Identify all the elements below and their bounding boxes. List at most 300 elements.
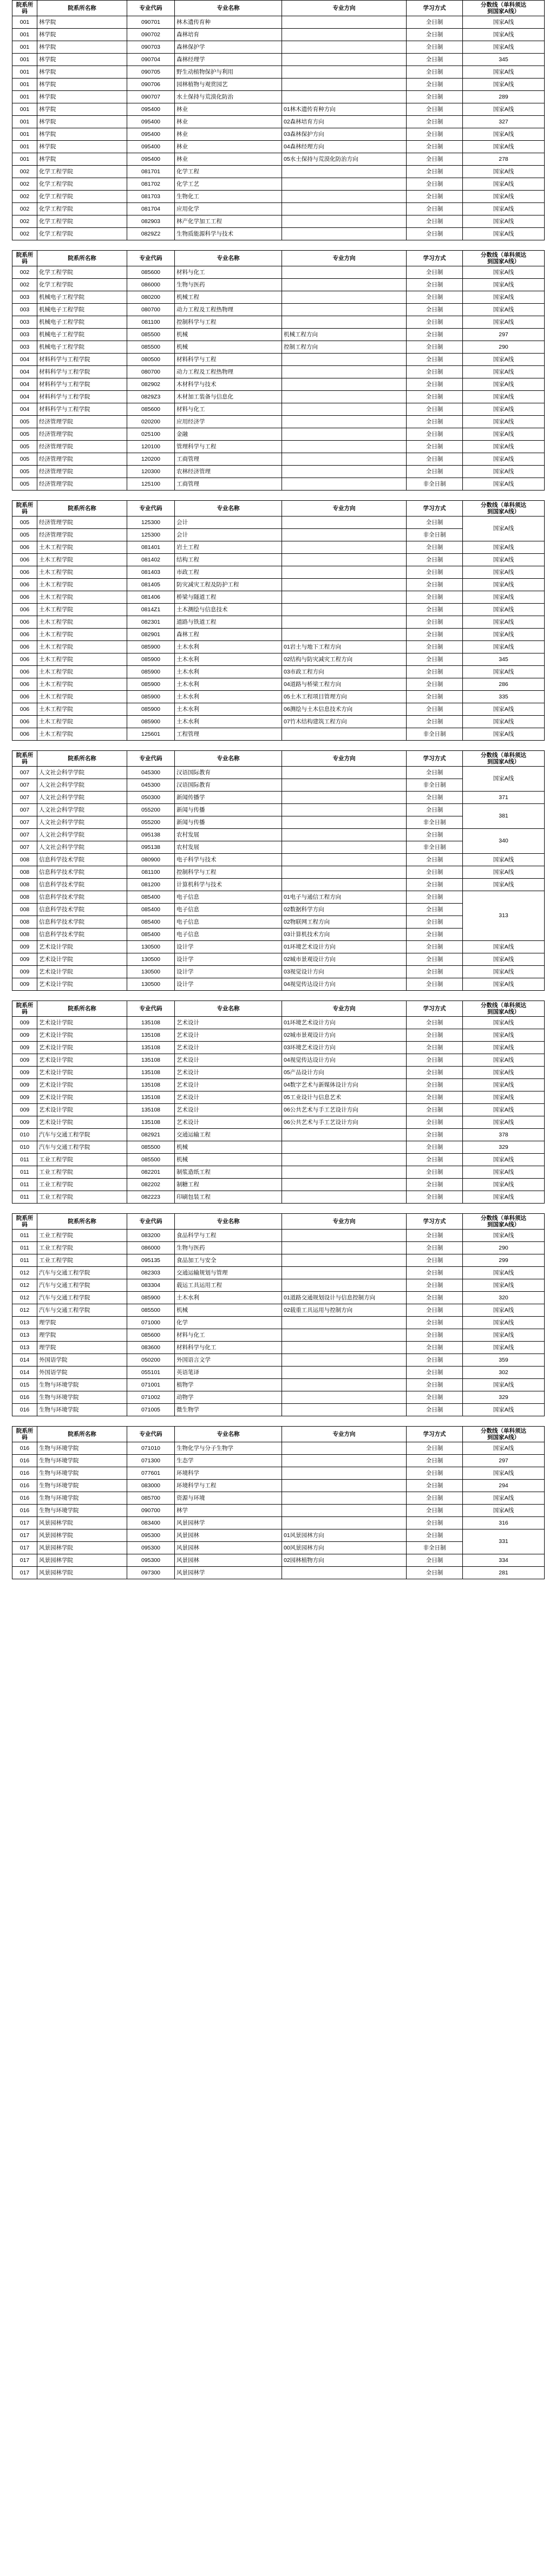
col-header-score-line2: 到国家A线）: [487, 759, 520, 765]
cell-major-name: 动力工程及工程热物理: [175, 304, 282, 316]
table-row: [12, 329, 545, 341]
cell-score-line: 国家A线: [463, 1179, 545, 1191]
cell-major-code: 082901: [127, 629, 175, 641]
cell-study-mode: 全日制: [407, 554, 463, 566]
cell-dept-name: 风景园林学院: [37, 1554, 127, 1567]
cell-major-code: 071001: [127, 1379, 175, 1391]
col-header-dept-code-line1: 院系所: [16, 1214, 34, 1221]
cell-major-name: 控制科学与工程: [175, 866, 282, 879]
cell-study-mode: 全日制: [407, 66, 463, 79]
cell-dept-name: 信息科学技术学院: [37, 854, 127, 866]
cell-major-name: 土木水利: [175, 666, 282, 678]
cell-dept-name: 生物与环境学院: [37, 1404, 127, 1416]
cell-dept-name: 经济管理学院: [37, 466, 127, 478]
cell-study-mode: 全日制: [407, 378, 463, 391]
cell-dept-code: 001: [12, 29, 37, 41]
cell-major-code: 082202: [127, 1179, 175, 1191]
cell-major-name: 土木水利: [175, 703, 282, 716]
table-row: [12, 153, 545, 166]
cell-score-line: 国家A线: [463, 1029, 545, 1042]
cell-score-line: 国家A线: [463, 1067, 545, 1079]
cell-study-mode: 全日制: [407, 1191, 463, 1204]
cell-major-name: 外国语言文学: [175, 1354, 282, 1367]
cell-major-direction: [282, 228, 407, 240]
cell-score-line: 345: [463, 653, 545, 666]
table-header: [12, 1427, 545, 1442]
cell-dept-name: 经济管理学院: [37, 478, 127, 491]
cell-major-name: 新闻与传播: [175, 816, 282, 829]
table-row: [12, 1116, 545, 1129]
cell-score-line: 国家A线: [463, 1279, 545, 1292]
cell-study-mode: 全日制: [407, 1116, 463, 1129]
table-row: [12, 304, 545, 316]
score-table-block-1: [12, 0, 544, 240]
table-row: [12, 378, 545, 391]
cell-study-mode: 全日制: [407, 1505, 463, 1517]
col-header-dept-code-line1: 院系所: [16, 751, 34, 759]
cell-score-line: 国家A线: [463, 616, 545, 629]
cell-dept-code: 005: [12, 478, 37, 491]
cell-score-line: 国家A线: [463, 566, 545, 579]
cell-dept-code: 017: [12, 1517, 37, 1529]
cell-major-code: 086000: [127, 279, 175, 291]
cell-dept-code: 001: [12, 116, 37, 128]
col-header-score-line1: 分数线（单科须达: [481, 1002, 526, 1009]
cell-dept-code: 008: [12, 904, 37, 916]
cell-score-line: 国家A线: [463, 641, 545, 653]
cell-score-line: 国家A线: [463, 191, 545, 203]
cell-study-mode: 全日制: [407, 1329, 463, 1342]
table-row: [12, 978, 545, 991]
cell-major-name: 食品科学与工程: [175, 1230, 282, 1242]
cell-major-direction: [282, 54, 407, 66]
cell-study-mode: 全日制: [407, 128, 463, 141]
cell-study-mode: 非全日制: [407, 841, 463, 854]
col-header-dept-name: 院系所名称: [37, 1214, 127, 1230]
cell-major-code: 055200: [127, 816, 175, 829]
cell-major-direction: [282, 541, 407, 554]
cell-dept-name: 材料科学与工程学院: [37, 391, 127, 403]
cell-major-code: 090702: [127, 29, 175, 41]
table-row: [12, 1067, 545, 1079]
col-header-score-line: [463, 751, 545, 767]
table-row: [12, 1129, 545, 1141]
cell-major-name: 艺术设计: [175, 1017, 282, 1029]
cell-score-line: 329: [463, 1391, 545, 1404]
cell-study-mode: 全日制: [407, 1304, 463, 1317]
cell-study-mode: 全日制: [407, 141, 463, 153]
col-header-dept-name: 院系所名称: [37, 1, 127, 16]
cell-major-code: 080700: [127, 366, 175, 378]
cell-major-name: 森林保护学: [175, 41, 282, 54]
cell-major-direction: [282, 1455, 407, 1467]
cell-dept-code: 004: [12, 354, 37, 366]
cell-dept-code: 006: [12, 629, 37, 641]
cell-dept-name: 机械电子工程学院: [37, 316, 127, 329]
col-header-dept-name: 院系所名称: [37, 1001, 127, 1017]
cell-dept-name: 化学工程学院: [37, 215, 127, 228]
cell-major-name: 土木水利: [175, 653, 282, 666]
cell-major-direction: 机械工程方向: [282, 329, 407, 341]
cell-major-name: 农村发展: [175, 841, 282, 854]
score-table: [12, 1001, 545, 1204]
table-row: [12, 203, 545, 215]
cell-major-code: 135108: [127, 1042, 175, 1054]
cell-major-code: 085900: [127, 691, 175, 703]
score-table-block-5: [12, 1001, 544, 1204]
table-row: [12, 629, 545, 641]
col-header-score-line2: 到国家A线）: [487, 258, 520, 265]
table-body: [12, 1230, 545, 1416]
cell-dept-name: 信息科学技术学院: [37, 879, 127, 891]
cell-major-name: 市政工程: [175, 566, 282, 579]
cell-dept-code: 005: [12, 529, 37, 541]
cell-dept-name: 理学院: [37, 1342, 127, 1354]
cell-major-direction: [282, 854, 407, 866]
col-header-score-line1: 分数线（单科须达: [481, 751, 526, 759]
cell-major-direction: [282, 1141, 407, 1154]
cell-dept-code: 014: [12, 1354, 37, 1367]
col-header-study-mode: 学习方式: [407, 1427, 463, 1442]
cell-study-mode: 全日制: [407, 904, 463, 916]
table-body: [12, 266, 545, 491]
cell-study-mode: 全日制: [407, 591, 463, 604]
cell-dept-name: 林学院: [37, 54, 127, 66]
cell-major-code: 090706: [127, 79, 175, 91]
cell-major-name: 林木遗传育种: [175, 16, 282, 29]
cell-major-code: 082921: [127, 1129, 175, 1141]
cell-major-name: 设计学: [175, 953, 282, 966]
cell-major-direction: 01环境艺术设计方向: [282, 941, 407, 953]
cell-study-mode: 全日制: [407, 403, 463, 416]
table-row: [12, 1242, 545, 1254]
cell-study-mode: 全日制: [407, 1242, 463, 1254]
table-row: [12, 1179, 545, 1191]
score-table: [12, 0, 545, 240]
cell-major-name: 森林经理学: [175, 54, 282, 66]
table-row: [12, 516, 545, 529]
cell-major-direction: [282, 1242, 407, 1254]
cell-dept-name: 土木工程学院: [37, 554, 127, 566]
cell-major-code: 125601: [127, 728, 175, 741]
cell-major-direction: [282, 16, 407, 29]
cell-major-name: 风景园林: [175, 1542, 282, 1554]
col-header-dept-code-line1: 院系所: [16, 251, 34, 258]
cell-dept-name: 外国语学院: [37, 1367, 127, 1379]
cell-study-mode: 全日制: [407, 1067, 463, 1079]
col-header-score-line1: 分数线（单科须达: [481, 1214, 526, 1221]
cell-major-direction: 01林木遗传育种方向: [282, 103, 407, 116]
cell-major-name: 桥梁与隧道工程: [175, 591, 282, 604]
col-header-major-direction: 专业方向: [282, 1, 407, 16]
cell-major-name: 化学: [175, 1317, 282, 1329]
cell-study-mode: 全日制: [407, 879, 463, 891]
cell-score-line: 国家A线: [463, 1104, 545, 1116]
cell-major-code: 135108: [127, 1079, 175, 1091]
table-row: [12, 678, 545, 691]
score-table: [12, 1426, 545, 1579]
col-header-study-mode: 学习方式: [407, 1001, 463, 1017]
col-header-major-direction: 专业方向: [282, 251, 407, 266]
cell-study-mode: 全日制: [407, 1529, 463, 1542]
cell-major-code: 085900: [127, 666, 175, 678]
table-row: [12, 703, 545, 716]
cell-score-line: 国家A线: [463, 478, 545, 491]
cell-dept-code: 006: [12, 703, 37, 716]
cell-study-mode: 全日制: [407, 166, 463, 178]
cell-study-mode: 全日制: [407, 666, 463, 678]
col-header-major-name: 专业名称: [175, 501, 282, 516]
cell-dept-name: 经济管理学院: [37, 428, 127, 441]
cell-score-line: 290: [463, 341, 545, 354]
cell-study-mode: 全日制: [407, 291, 463, 304]
cell-dept-name: 机械电子工程学院: [37, 304, 127, 316]
table-header: [12, 1214, 545, 1230]
cell-study-mode: 全日制: [407, 767, 463, 779]
table-row: [12, 1254, 545, 1267]
cell-study-mode: 全日制: [407, 1292, 463, 1304]
cell-major-name: 电子科学与技术: [175, 854, 282, 866]
cell-dept-name: 化学工程学院: [37, 203, 127, 215]
cell-score-line: 国家A线: [463, 428, 545, 441]
cell-major-name: 风景园林学: [175, 1567, 282, 1579]
cell-dept-name: 人文社会科学学院: [37, 804, 127, 816]
cell-dept-name: 生物与环境学院: [37, 1505, 127, 1517]
cell-score-line: 378: [463, 1129, 545, 1141]
cell-dept-name: 化学工程学院: [37, 228, 127, 240]
cell-major-code: 085600: [127, 1329, 175, 1342]
cell-dept-code: 007: [12, 816, 37, 829]
table-header: [12, 1, 545, 16]
cell-major-name: 新闻传播学: [175, 792, 282, 804]
sections-root: [12, 0, 544, 1579]
cell-study-mode: 全日制: [407, 41, 463, 54]
cell-dept-name: 土木工程学院: [37, 541, 127, 554]
cell-dept-name: 材料科学与工程学院: [37, 378, 127, 391]
cell-major-code: 085400: [127, 904, 175, 916]
cell-dept-code: 003: [12, 329, 37, 341]
cell-major-direction: 07竹木结构建筑工程方向: [282, 716, 407, 728]
col-header-dept-code: [12, 1214, 37, 1230]
cell-major-direction: [282, 478, 407, 491]
cell-score-line: 国家A线: [463, 554, 545, 566]
cell-study-mode: 全日制: [407, 1141, 463, 1154]
cell-major-direction: [282, 1367, 407, 1379]
cell-study-mode: 全日制: [407, 279, 463, 291]
cell-major-code: 095138: [127, 829, 175, 841]
cell-major-direction: [282, 215, 407, 228]
cell-study-mode: 全日制: [407, 228, 463, 240]
cell-dept-code: 009: [12, 1029, 37, 1042]
cell-dept-code: 001: [12, 41, 37, 54]
cell-dept-code: 006: [12, 579, 37, 591]
cell-score-line: 359: [463, 1354, 545, 1367]
cell-major-code: 095300: [127, 1542, 175, 1554]
cell-study-mode: 全日制: [407, 453, 463, 466]
cell-dept-name: 土木工程学院: [37, 604, 127, 616]
col-header-dept-code: [12, 1, 37, 16]
header-row: [12, 1427, 545, 1442]
col-header-major-direction: 专业方向: [282, 1214, 407, 1230]
cell-major-code: 0829Z2: [127, 228, 175, 240]
cell-score-line: 371: [463, 792, 545, 804]
cell-dept-name: 生物与环境学院: [37, 1442, 127, 1455]
table-row: [12, 591, 545, 604]
table-row: [12, 1404, 545, 1416]
cell-dept-name: 艺术设计学院: [37, 941, 127, 953]
cell-dept-code: 002: [12, 279, 37, 291]
cell-study-mode: 全日制: [407, 153, 463, 166]
table-row: [12, 29, 545, 41]
cell-major-code: 135108: [127, 1054, 175, 1067]
cell-dept-name: 风景园林学院: [37, 1529, 127, 1542]
cell-major-direction: [282, 1317, 407, 1329]
cell-dept-name: 汽车与交通工程学院: [37, 1129, 127, 1141]
cell-dept-code: 016: [12, 1442, 37, 1455]
cell-dept-name: 人文社会科学学院: [37, 816, 127, 829]
cell-major-name: 农林经济管理: [175, 466, 282, 478]
cell-score-line: 国家A线: [463, 316, 545, 329]
cell-dept-name: 材料科学与工程学院: [37, 354, 127, 366]
cell-dept-code: 011: [12, 1242, 37, 1254]
table-row: [12, 953, 545, 966]
table-row: [12, 291, 545, 304]
cell-major-direction: 01道路交通规划设计与信息控制方向: [282, 1292, 407, 1304]
cell-dept-code: 003: [12, 304, 37, 316]
cell-major-name: 应用化学: [175, 203, 282, 215]
table-row: [12, 1391, 545, 1404]
cell-study-mode: 全日制: [407, 1267, 463, 1279]
cell-major-direction: 05产品设计方向: [282, 1067, 407, 1079]
table-row: [12, 1379, 545, 1391]
cell-dept-code: 006: [12, 691, 37, 703]
cell-major-direction: [282, 1517, 407, 1529]
cell-study-mode: 全日制: [407, 1179, 463, 1191]
table-row: [12, 41, 545, 54]
cell-study-mode: 全日制: [407, 29, 463, 41]
cell-dept-name: 信息科学技术学院: [37, 916, 127, 929]
cell-major-code: 081100: [127, 866, 175, 879]
cell-score-line: 国家A线: [463, 304, 545, 316]
cell-dept-name: 风景园林学院: [37, 1517, 127, 1529]
header-row: [12, 1001, 545, 1017]
cell-score-line: 299: [463, 1254, 545, 1267]
cell-dept-name: 生物与环境学院: [37, 1480, 127, 1492]
cell-score-line: 国家A线: [463, 453, 545, 466]
cell-dept-name: 化学工程学院: [37, 166, 127, 178]
table-row: [12, 116, 545, 128]
cell-major-code: 095135: [127, 1254, 175, 1267]
cell-major-code: 071005: [127, 1404, 175, 1416]
col-header-study-mode: 学习方式: [407, 501, 463, 516]
cell-dept-code: 006: [12, 604, 37, 616]
cell-dept-code: 005: [12, 441, 37, 453]
score-table: [12, 750, 545, 991]
cell-dept-code: 016: [12, 1391, 37, 1404]
cell-score-line: 国家A线: [463, 604, 545, 616]
cell-dept-name: 林学院: [37, 91, 127, 103]
cell-major-direction: [282, 1505, 407, 1517]
cell-score-line: 316: [463, 1517, 545, 1529]
cell-major-direction: [282, 266, 407, 279]
cell-dept-name: 风景园林学院: [37, 1542, 127, 1554]
cell-study-mode: 全日制: [407, 1442, 463, 1455]
cell-major-direction: [282, 1467, 407, 1480]
cell-major-code: 020200: [127, 416, 175, 428]
col-header-score-line: [463, 1427, 545, 1442]
table-row: [12, 128, 545, 141]
cell-dept-name: 机械电子工程学院: [37, 329, 127, 341]
cell-study-mode: 全日制: [407, 1279, 463, 1292]
cell-major-code: 135108: [127, 1017, 175, 1029]
cell-score-line: 国家A线: [463, 391, 545, 403]
cell-dept-code: 007: [12, 779, 37, 792]
cell-major-direction: [282, 291, 407, 304]
cell-major-direction: 00风景园林方向: [282, 1542, 407, 1554]
cell-study-mode: 全日制: [407, 616, 463, 629]
cell-major-code: 130500: [127, 953, 175, 966]
cell-major-code: 120300: [127, 466, 175, 478]
cell-major-name: 材料科学与工程: [175, 354, 282, 366]
cell-major-name: 结构工程: [175, 554, 282, 566]
col-header-major-name: 专业名称: [175, 1, 282, 16]
score-table-block-7: [12, 1426, 544, 1579]
cell-score-line: 国家A线: [463, 79, 545, 91]
cell-study-mode: 全日制: [407, 341, 463, 354]
cell-major-direction: 02数据科学方向: [282, 904, 407, 916]
cell-major-name: 林学: [175, 1505, 282, 1517]
cell-major-name: 交通运输规划与管理: [175, 1267, 282, 1279]
cell-dept-code: 001: [12, 91, 37, 103]
col-header-dept-name: 院系所名称: [37, 501, 127, 516]
col-header-dept-code-line2: 码: [22, 8, 28, 15]
table-row: [12, 941, 545, 953]
cell-major-code: 080900: [127, 854, 175, 866]
cell-major-name: 艺术设计: [175, 1079, 282, 1091]
cell-dept-code: 001: [12, 16, 37, 29]
cell-major-direction: 06测绘与土木信息技术方向: [282, 703, 407, 716]
cell-study-mode: 全日制: [407, 604, 463, 616]
cell-major-direction: [282, 1354, 407, 1367]
table-row: [12, 854, 545, 866]
cell-dept-name: 汽车与交通工程学院: [37, 1267, 127, 1279]
cell-major-name: 资源与环境: [175, 1492, 282, 1505]
cell-major-direction: [282, 516, 407, 529]
cell-study-mode: 全日制: [407, 703, 463, 716]
col-header-study-mode: 学习方式: [407, 1, 463, 16]
cell-major-direction: [282, 203, 407, 215]
cell-dept-code: 007: [12, 841, 37, 854]
table-row: [12, 316, 545, 329]
cell-major-direction: [282, 416, 407, 428]
cell-dept-code: 012: [12, 1279, 37, 1292]
cell-score-line: 335: [463, 691, 545, 703]
cell-major-code: 135108: [127, 1091, 175, 1104]
cell-major-direction: [282, 316, 407, 329]
cell-major-name: 道路与铁道工程: [175, 616, 282, 629]
cell-major-code: 090704: [127, 54, 175, 66]
cell-major-code: 095400: [127, 141, 175, 153]
cell-score-line: 国家A线: [463, 866, 545, 879]
cell-major-direction: 04数字艺术与新媒体设计方向: [282, 1079, 407, 1091]
cell-major-code: 083600: [127, 1342, 175, 1354]
cell-study-mode: 全日制: [407, 1517, 463, 1529]
cell-score-line: 国家A线: [463, 403, 545, 416]
col-header-score-line2: 到国家A线）: [487, 1434, 520, 1441]
table-row: [12, 879, 545, 891]
col-header-major-name: 专业名称: [175, 751, 282, 767]
cell-dept-code: 009: [12, 978, 37, 991]
